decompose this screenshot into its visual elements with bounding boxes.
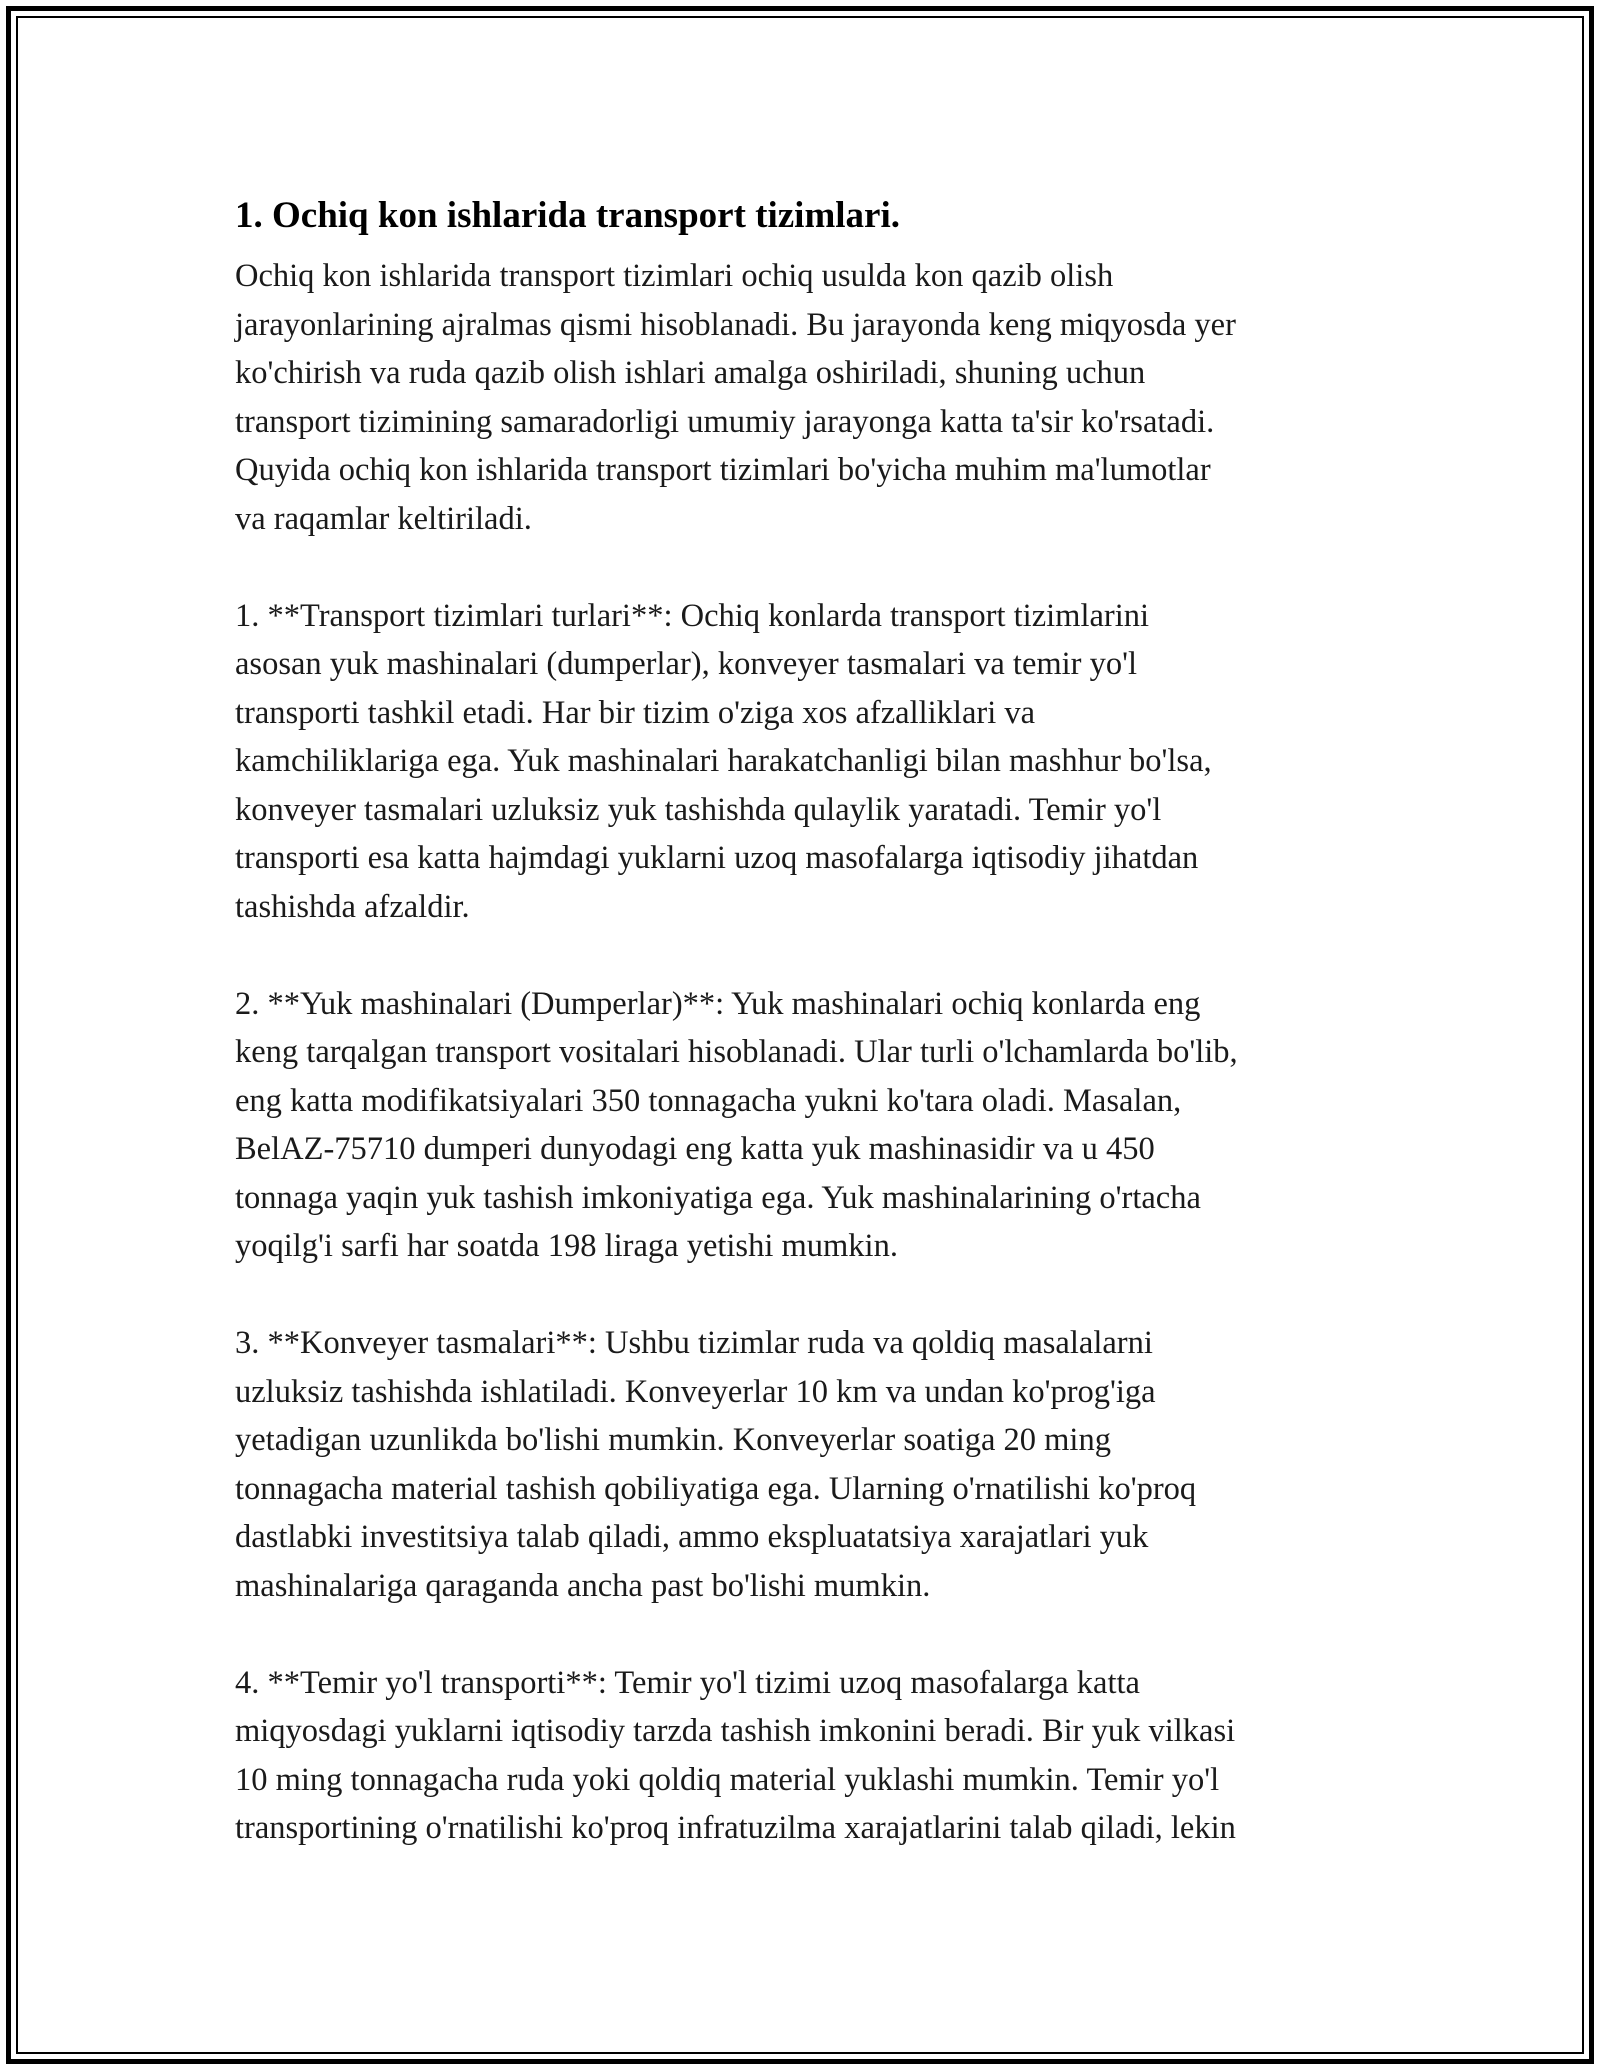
text-line: konveyer tasmalari uzluksiz yuk tashishda qulaylik yaratadi. Temir yo'l (235, 791, 1162, 828)
text-line: jarayonlarining ajralmas qismi hisoblanadi. Bu jarayonda keng miqyosda yer (235, 306, 1236, 343)
text-line: 3. **Konveyer tasmalari**: Ushbu tizimlar ruda va qoldiq masalalarni (235, 1325, 1153, 1361)
section-paragraph-conveyors (235, 1319, 1385, 1610)
text-line: 2. **Yuk mashinalari (Dumperlar)**: Yuk mashinalari ochiq konlarda eng (235, 985, 1201, 1022)
text-line: ko'chirish va ruda qazib olish ishlari amalga oshiriladi, shuning uchun (235, 355, 1146, 391)
intro-paragraph (235, 252, 1385, 543)
section-paragraph-railway (235, 1659, 1385, 1853)
text-line: mashinalariga qaraganda ancha past bo'lishi mumkin. (235, 1567, 931, 1604)
text-line: transportining o'rnatilishi ko'proq infratuzilma xarajatlarini talab qiladi, lekin (235, 1810, 1236, 1846)
text-line: yoqilg'i sarfi har soatda 198 liraga yetishi mumkin. (235, 1228, 898, 1264)
text-line: transporti tashkil etadi. Har bir tizim o'ziga xos afzalliklari va (235, 694, 1036, 731)
text-line: Ochiq kon ishlarida transport tizimlari ochiq usulda kon qazib olish (235, 258, 1114, 294)
text-line: transporti esa katta hajmdagi yuklarni uzoq masofalarga iqtisodiy jihatdan (235, 840, 1199, 876)
text-line: Quyida ochiq kon ishlarida transport tizimlari bo'yicha muhim ma'lumotlar (235, 452, 1211, 488)
text-line: tonnagacha material tashish qobiliyatiga ega. Ularning o'rnatilishi ko'proq (235, 1470, 1197, 1507)
text-line: 4. **Temir yo'l transporti**: Temir yo'l tizimi uzoq masofalarga katta (235, 1664, 1140, 1701)
document-title: 1. Ochiq kon ishlarida transport tizimlari. (235, 195, 901, 236)
text-line: yetadigan uzunlikda bo'lishi mumkin. Konveyerlar soatiga 20 ming (235, 1422, 1111, 1458)
document-body (235, 188, 1385, 1853)
text-line: keng tarqalgan transport vositalari hisoblanadi. Ular turli o'lchamlarda bo'lib, (235, 1034, 1238, 1070)
text-line: uzluksiz tashishda ishlatiladi. Konveyerlar 10 km va undan ko'prog'iga (235, 1373, 1156, 1410)
text-line: 10 ming tonnagacha ruda yoki qoldiq material yuklashi mumkin. Temir yo'l (235, 1761, 1220, 1798)
text-line: tonnaga yaqin yuk tashish imkoniyatiga ega. Yuk mashinalarining o'rtacha (235, 1179, 1201, 1216)
text-line: va raqamlar keltiriladi. (235, 500, 532, 537)
text-line: 1. **Transport tizimlari turlari**: Ochiq konlarda transport tizimlarini (235, 597, 1150, 634)
text-line: tashishda afzaldir. (235, 888, 470, 925)
text-line: miqyosdagi yuklarni iqtisodiy tarzda tashish imkonini beradi. Bir yuk vilkasi (235, 1713, 1236, 1749)
text-line: BelAZ-75710 dumperi dunyodagi eng katta yuk mashinasidir va u 450 (235, 1131, 1155, 1167)
text-line: eng katta modifikatsiyalari 350 tonnagacha yukni ko'tara oladi. Masalan, (235, 1082, 1182, 1119)
text-line: asosan yuk mashinalari (dumperlar), konveyer tasmalari va temir yo'l (235, 646, 1138, 682)
text-line: dastlabki investitsiya talab qiladi, ammo ekspluatatsiya xarajatlari yuk (235, 1519, 1149, 1555)
text-line: kamchiliklariga ega. Yuk mashinalari harakatchanligi bilan mashhur bo'lsa, (235, 743, 1212, 779)
section-paragraph-transport-types (235, 592, 1385, 932)
text-line: transport tizimining samaradorligi umumiy jarayonga katta ta'sir ko'rsatadi. (235, 403, 1215, 440)
section-paragraph-dumpers (235, 980, 1385, 1271)
